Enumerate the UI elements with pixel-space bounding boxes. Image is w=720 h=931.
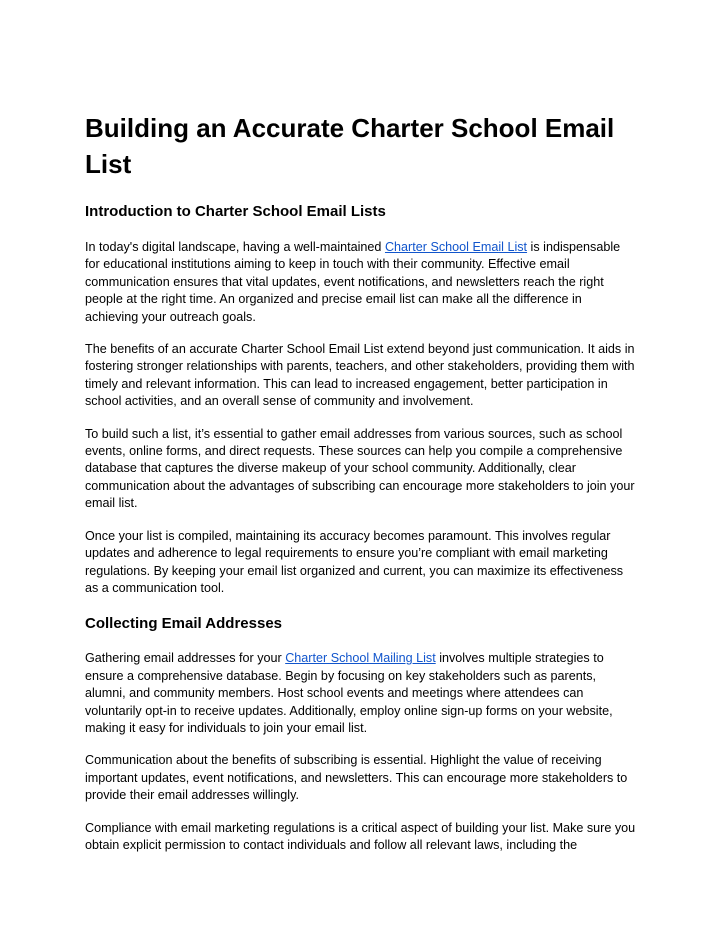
charter-school-mailing-list-link[interactable]: Charter School Mailing List [285, 651, 436, 666]
section-heading-introduction: Introduction to Charter School Email Lists [85, 203, 386, 220]
paragraph-intro-3: To build such a list, it’s essential to gather email addresses from various sources, such as school events, online forms, and direct requests. These sources can help you compile a comprehensive database that captures the diverse makeup of your school community. Additionally, clear communication about the advantages of subscribing can encourage more stakeholders to join your email list. [85, 426, 635, 511]
paragraph-collect-1 [85, 650, 637, 737]
document-page [85, 110, 637, 869]
paragraph-text: involves multiple strategies to ensure a comprehensive database. Begin by focusing on key stakeholders such as parents, alumni, and community members. Host school events and meetings where attendees can voluntarily opt-in to receive updates. Additionally, employ online sign-up forms on your website, making it easy for individuals to join your email list. [85, 651, 613, 735]
section-heading-collecting: Collecting Email Addresses [85, 615, 283, 633]
paragraph-intro-2: The benefits of an accurate Charter School Email List extend beyond just communication. It aids in fostering stronger relationships with parents, teachers, and other stakeholders, providing them with timely and relevant information. This can lead to increased engagement, better participation in school activities, and an overall sense of community and involvement. [85, 342, 635, 409]
paragraph-collect-3: Compliance with email marketing regulations is a critical aspect of building your list. Make sure you obtain explicit permission to contact individuals and follow all relevant laws, including the [85, 820, 636, 852]
paragraph-intro-4: Once your list is compiled, maintaining its accuracy becomes paramount. This involves regular updates and adherence to legal requirements to ensure you’re compliant with email marketing regulations. By keeping your email list organized and current, you can maximize its effectiveness as a communication tool. [85, 528, 624, 595]
paragraph-text: Gathering email addresses for your [85, 651, 286, 666]
paragraph-text: In today's digital landscape, having a well-maintained [85, 240, 385, 254]
paragraph-text: is indispensable for educational institutions aiming to keep in touch with their community. Effective email communication ensures that vital updates, event notifications, and newsletters reach the right people at the right time. An organized and precise email list can make all the difference in achieving your outreach goals. [85, 240, 621, 324]
page-title: Building an Accurate Charter School Email List [85, 113, 615, 179]
paragraph-collect-2: Communication about the benefits of subscribing is essential. Highlight the value of receiving important updates, event notifications, and newsletters. This can encourage more stakeholders to provide their email addresses willingly. [85, 753, 628, 803]
charter-school-email-list-link[interactable]: Charter School Email List [384, 240, 528, 254]
paragraph-intro-1 [85, 239, 637, 326]
